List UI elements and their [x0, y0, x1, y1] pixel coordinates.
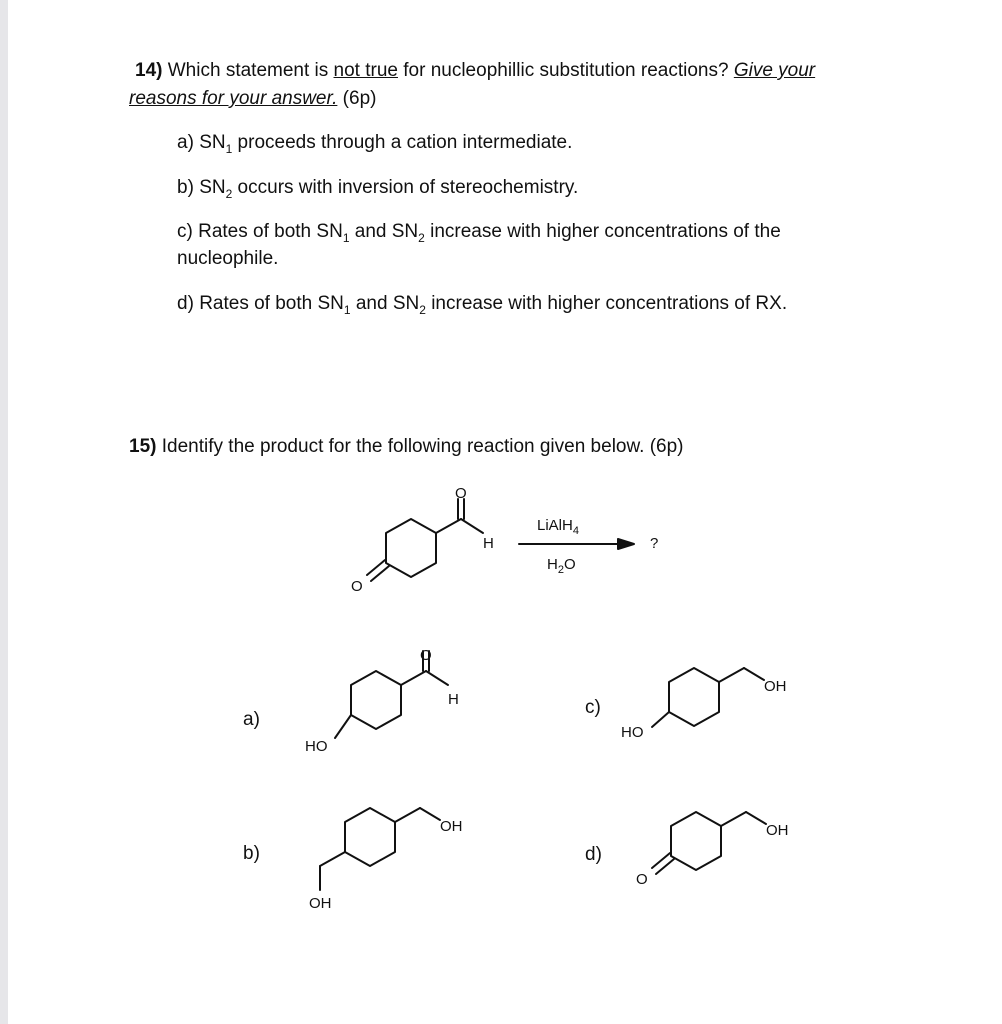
choice-b-molecule — [320, 808, 440, 890]
choice-b-hydroxyl: OH — [440, 818, 463, 835]
option-letter: a) — [177, 132, 194, 153]
choice-d-molecule — [652, 812, 766, 874]
option-text: and SN — [350, 293, 420, 314]
subscript: 1 — [343, 302, 351, 317]
choice-c-ring — [669, 668, 719, 726]
choice-a-molecule — [335, 651, 448, 738]
choice-c-label: c) — [585, 697, 601, 718]
option-text: SN — [199, 177, 226, 198]
option-text: Rates of both SN — [198, 221, 343, 242]
option-text: occurs with inversion of stereochemistry. — [232, 177, 579, 198]
reactant-aldehyde-oxygen: O — [455, 485, 467, 502]
choice-b-ring — [345, 808, 395, 866]
choice-b-bond — [420, 808, 440, 820]
choice-d-label: d) — [585, 844, 602, 865]
choice-d-ring — [671, 812, 721, 870]
choice-b-bond — [395, 808, 420, 822]
reactant-aldehyde-hydrogen: H — [483, 535, 494, 552]
unknown-product: ? — [650, 535, 659, 552]
q14-text-b: for nucleophillic substitution reactions? — [397, 60, 734, 81]
reactant-ring — [386, 519, 436, 577]
reactant-molecule — [367, 499, 483, 581]
option-text: proceeds through a cation intermediate. — [232, 132, 573, 153]
choice-c-hydroxyl-left: HO — [621, 724, 644, 741]
choice-a-bond — [401, 671, 426, 685]
choice-d-hydroxyl: OH — [766, 822, 789, 839]
subscript: 2 — [418, 230, 425, 245]
subscript: 2 — [419, 302, 426, 317]
choice-c-bond — [652, 712, 669, 727]
option-text: SN — [199, 132, 226, 153]
choice-d-ketone-oxygen: O — [636, 871, 648, 888]
choice-c-molecule — [652, 668, 764, 727]
choice-a-bond — [426, 671, 448, 685]
subscript: 2 — [225, 186, 233, 201]
choice-a-ring — [351, 671, 401, 729]
q14-not-true: not true — [333, 60, 398, 81]
reagent-top: LiAlH$_4$ — [537, 517, 579, 537]
choice-d-bond — [746, 812, 766, 824]
option-text: and SN — [349, 221, 419, 242]
q14-points: (6p) — [337, 88, 377, 109]
option-text: increase with higher concentrations of RX. — [425, 293, 788, 314]
reactant-bond — [436, 519, 461, 533]
q14-give-reasons-2: reasons for your answer. — [129, 88, 338, 109]
choice-c-hydroxyl: OH — [764, 678, 787, 695]
choice-a-hydroxyl: HO — [305, 738, 328, 755]
choice-b-bond — [320, 852, 345, 866]
reactant-ketone-oxygen: O — [351, 578, 363, 595]
choice-b-label: b) — [243, 843, 260, 864]
q14-text-a: Which statement is — [167, 60, 334, 81]
choice-a-oxygen: O — [420, 647, 432, 664]
option-letter: c) — [177, 221, 193, 242]
option-letter: d) — [177, 293, 194, 314]
choice-c-bond — [719, 668, 744, 682]
option-text: increase with higher concentrations of the — [424, 221, 781, 242]
option-text: nucleophile. — [177, 248, 279, 269]
option-text: Rates of both SN — [199, 293, 344, 314]
choice-b-hydroxyl-bottom: OH — [309, 895, 332, 912]
q14-number: 14) — [135, 60, 163, 81]
choice-a-hydrogen: H — [448, 691, 459, 708]
choice-a-label: a) — [243, 709, 260, 730]
choice-d-bond — [721, 812, 746, 826]
q14-give-reasons-1: Give your — [733, 60, 816, 81]
subscript: 1 — [225, 141, 233, 156]
choice-a-bond — [335, 715, 351, 738]
reaction-arrow-head — [618, 539, 634, 549]
subscript: 1 — [342, 230, 350, 245]
choice-c-bond — [744, 668, 764, 680]
reagent-bottom: $H_2O$ — [547, 556, 576, 576]
reactant-bond — [461, 519, 483, 533]
q15-number: 15) — [129, 436, 157, 457]
option-letter: b) — [177, 177, 194, 198]
q15-text: Identify the product for the following reaction given below. (6p) — [156, 436, 684, 457]
